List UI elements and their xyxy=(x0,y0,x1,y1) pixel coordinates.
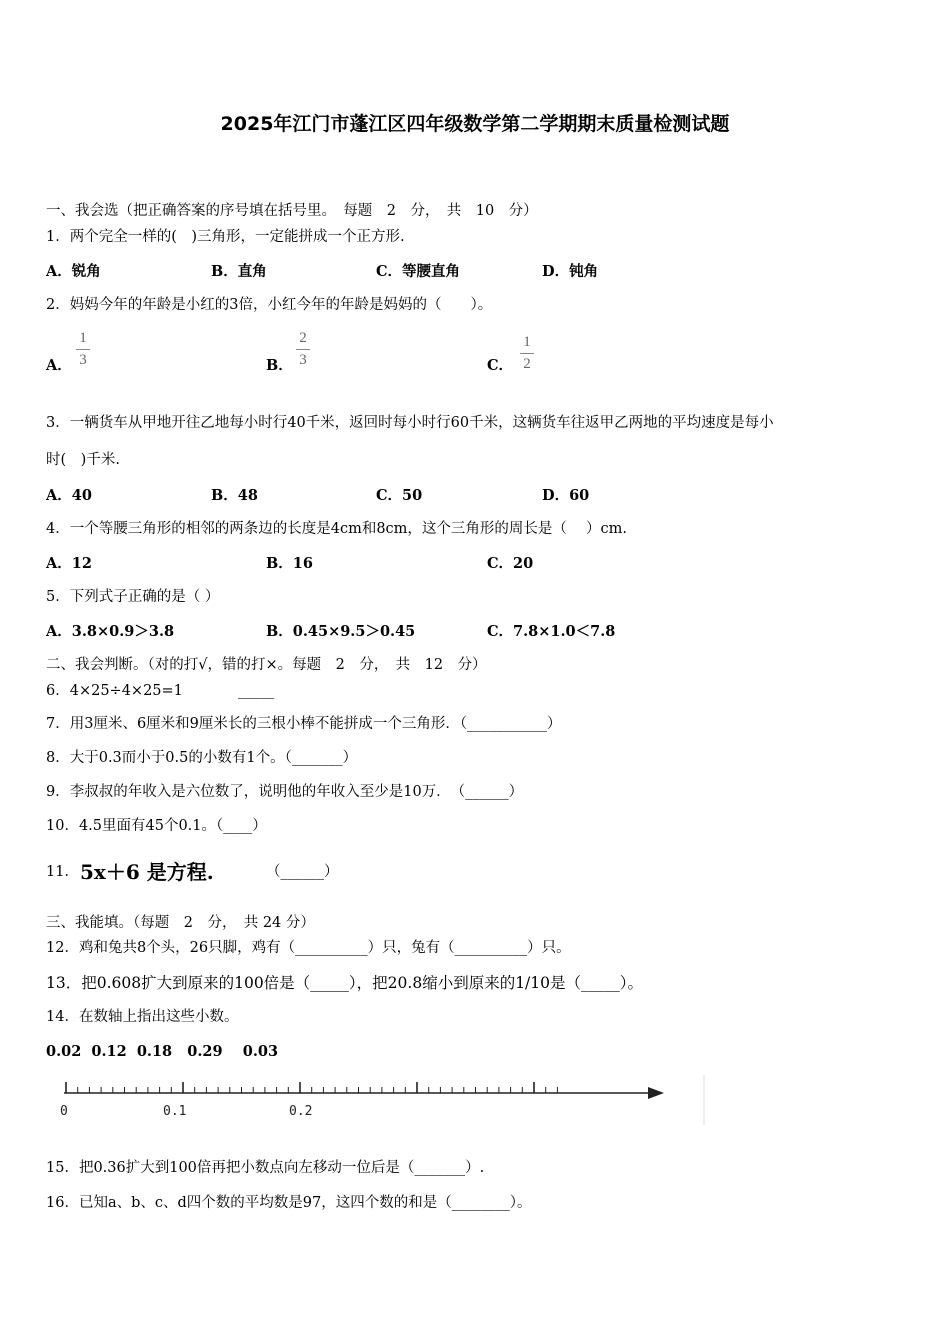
section-2-heading: 二、我会判断。（对的打√，错的打×。每题 2 分， 共 12 分） xyxy=(46,657,487,673)
q1-option-d: D．钝角 xyxy=(542,263,599,280)
q3-option-a: A．40 xyxy=(46,487,92,504)
axis-label-0-2: 0.2 xyxy=(289,1104,313,1119)
question-7: 7．用3厘米、6厘米和9厘米长的三根小棒不能拼成一个三角形．（___________） xyxy=(46,716,562,732)
question-11-expression: 5x＋6 是方程. xyxy=(80,860,214,884)
arrow-head xyxy=(648,1087,664,1099)
question-16: 16．已知a、b、c、d四个数的平均数是97，这四个数的和是（________）。 xyxy=(46,1195,532,1211)
question-5: 5．下列式子正确的是（ ） xyxy=(46,589,220,605)
question-10: 10．4.5里面有45个0.1。（____） xyxy=(46,818,267,834)
q1-option-c: C．等腰直角 xyxy=(376,263,461,280)
question-12: 12．鸡和兔共8个头，26只脚，鸡有（__________）只，兔有（__________）只。 xyxy=(46,940,571,956)
axis-label-0-1: 0.1 xyxy=(163,1104,187,1119)
question-11-number: 11． xyxy=(46,864,79,880)
q2-option-a-label: A． xyxy=(46,357,72,374)
question-9: 9．李叔叔的年收入是六位数了，说明他的年收入至少是10万． （______） xyxy=(46,784,524,800)
fraction-numerator: 1 xyxy=(523,334,531,350)
fraction-numerator: 2 xyxy=(299,330,307,346)
question-11-blank: （______） xyxy=(266,864,339,880)
fraction-denominator: 2 xyxy=(523,356,531,372)
question-13: 13．把0.608扩大到原来的100倍是（_____），把20.8缩小到原来的1/10是（_____）。 xyxy=(46,974,644,992)
q5-option-b: B．0.45×9.5＞0.45 xyxy=(266,623,416,640)
question-3-line-1: 3．一辆货车从甲地开往乙地每小时行40千米，返回时每小时行60千米，这辆货车往返甲乙两地的平均速度是每小 xyxy=(46,415,774,431)
section-3-heading: 三、我能填。（每题 2 分， 共 24 分） xyxy=(46,915,315,931)
question-15: 15．把0.36扩大到100倍再把小数点向左移动一位后是（_______）. xyxy=(46,1160,485,1176)
q2-option-c-label: C． xyxy=(487,357,514,374)
question-6: 6．4×25÷4×25=1 xyxy=(46,683,183,699)
question-1: 1．两个完全一样的( )三角形，一定能拼成一个正方形. xyxy=(46,229,405,245)
page-title: 2025年江门市蓬江区四年级数学第二学期期末质量检测试题 xyxy=(220,113,730,135)
q1-option-b: B．直角 xyxy=(211,263,267,280)
q3-option-b: B．48 xyxy=(211,487,258,504)
question-2: 2．妈妈今年的年龄是小红的3倍，小红今年的年龄是妈妈的（ ）。 xyxy=(46,297,493,313)
question-4: 4．一个等腰三角形的相邻的两条边的长度是4cm和8cm，这个三角形的周长是（ ）cm. xyxy=(46,521,628,537)
q5-option-a: A．3.8×0.9＞3.8 xyxy=(46,623,175,640)
question-14-values: 0.02 0.12 0.18 0.29 0.03 xyxy=(46,1043,279,1060)
q2-option-b-label: B． xyxy=(266,357,293,374)
fraction-denominator: 3 xyxy=(79,352,87,368)
fraction-numerator: 1 xyxy=(79,330,87,346)
q3-option-c: C．50 xyxy=(376,487,423,504)
axis-label-0: 0 xyxy=(60,1104,68,1119)
q4-option-c: C．20 xyxy=(487,555,534,572)
question-14: 14．在数轴上指出这些小数。 xyxy=(46,1009,239,1025)
q3-option-d: D．60 xyxy=(542,487,590,504)
q5-option-c: C．7.8×1.0＜7.8 xyxy=(487,623,616,640)
section-1-heading: 一、我会选（把正确答案的序号填在括号里。 每题 2 分， 共 10 分） xyxy=(46,203,538,219)
q4-option-b: B．16 xyxy=(266,555,313,572)
q4-option-a: A．12 xyxy=(46,555,92,572)
fraction-denominator: 3 xyxy=(299,352,307,368)
question-3-line-2: 时( )千米. xyxy=(46,452,120,468)
q1-option-a: A．锐角 xyxy=(46,263,101,280)
question-8: 8．大于0.3而小于0.5的小数有1个。（_______） xyxy=(46,750,358,766)
question-6-blank: _____ xyxy=(238,683,275,699)
